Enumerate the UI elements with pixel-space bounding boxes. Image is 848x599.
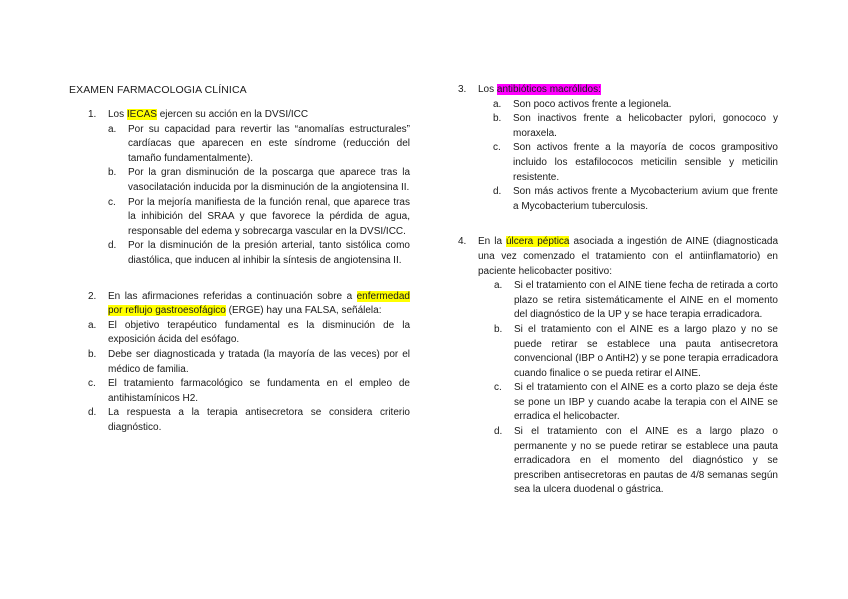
option-text: Son activos frente a la mayoría de cocos grampositivo incluido los estafilococos meticilin sensible y meticilin resistente. — [513, 142, 778, 183]
option-letter: a. — [493, 98, 502, 110]
question-1 — [88, 108, 410, 123]
question-text-pre: Los — [478, 84, 497, 95]
option-d — [493, 185, 778, 214]
option-text: Si el tratamiento con el AINE es a largo plazo y no se puede retirar se establece una pauta antisecretora convencional (IBP o AntiH2) y se pone terapia erradicadora cuando finalice o se pueda retirar el AINE. — [514, 323, 778, 379]
right-column — [458, 83, 778, 498]
option-letter: a. — [88, 319, 97, 331]
question-text-post: asociada a ingestión de AINE (diagnosticada una vez comenzado el tratamiento con el antiinflamatorio) en paciente helicobacter positivo: — [478, 236, 779, 277]
option-letter: a. — [108, 123, 117, 135]
question-3-options — [493, 98, 778, 215]
option-letter: b. — [108, 167, 117, 179]
question-3 — [458, 83, 778, 98]
option-d — [494, 425, 778, 498]
option-text: Por la disminución de la presión arterial, tanto sistólica como diastólica, que inducen al inhibir la síntesis de angiotensina II. — [128, 240, 410, 266]
question-number: 3. — [458, 84, 467, 95]
question-text-pre: Los — [108, 109, 127, 120]
option-letter: d. — [108, 240, 117, 252]
option-text: Por su capacidad para revertir las “anomalías estructurales” cardíacas que aparecen en este síndrome (reducción del tamaño fundamentalmente). — [128, 123, 410, 164]
highlighted-term: IECAS — [126, 109, 157, 120]
option-letter: d. — [88, 407, 97, 419]
option-letter: c. — [108, 196, 116, 208]
option-text: Por la mejoría manifiesta de la función renal, que aparece tras la inhibición del SRAA y que favorece la pérdida de agua, responsable del edema y sobrecarga vascular en la DVSI/ICC. — [128, 196, 410, 237]
question-text-post: (ERGE) hay una FALSA, señálela: — [225, 305, 382, 317]
option-a — [494, 279, 778, 323]
option-a — [88, 319, 410, 348]
option-text: Si el tratamiento con el AINE tiene fecha de retirada a corto plazo se retira sistemáticamente el AINE en el momento del diagnóstico de la UP y se hace terapia erradicadora. — [514, 280, 778, 321]
option-letter: c. — [493, 142, 501, 154]
option-text: Son inactivos frente a helicobacter pylori, gonococo y moraxela. — [513, 113, 778, 139]
exam-title: EXAMEN FARMACOLOGIA CLÍNICA — [69, 84, 247, 96]
option-letter: b. — [494, 323, 503, 335]
option-text: Son poco activos frente a legionela. — [513, 98, 672, 110]
option-letter: b. — [493, 113, 502, 125]
option-text: Por la gran disminución de la poscarga que aparece tras la vasocilatación inducida por la disminución de la angiotensina II. — [128, 167, 410, 193]
question-text-pre: En la — [478, 236, 506, 248]
highlighted-term: enfermedad por reflujo gastroesofágico — [108, 290, 410, 317]
option-text: El tratamiento farmacológico se fundamenta en el empleo de antihistamínicos H2. — [108, 378, 410, 404]
option-letter: a. — [494, 280, 503, 292]
option-b — [108, 166, 410, 195]
question-2-options — [88, 319, 410, 436]
option-text: Son más activos frente a Mycobacterium avium que frente a Mycobacterium tuberculosis. — [513, 186, 778, 212]
question-number: 1. — [88, 109, 97, 120]
option-text: Si el tratamiento con el AINE es a corto plazo se deja éste se pone un IBP y cuando acabe la terapia con el AINE se erradica el helicobacter. — [514, 382, 778, 423]
option-c — [88, 377, 410, 406]
option-c — [494, 381, 778, 425]
option-letter: b. — [88, 348, 97, 360]
option-d — [108, 239, 410, 268]
question-4 — [458, 235, 778, 279]
option-text: La respuesta a la terapia antisecretora se considera criterio diagnóstico. — [108, 407, 410, 433]
option-b — [88, 348, 410, 377]
question-4-options — [494, 279, 778, 498]
option-b — [494, 323, 778, 381]
option-text: Debe ser diagnosticada y tratada (la mayoría de las veces) por el médico de familia. — [108, 348, 410, 375]
option-a — [108, 123, 410, 167]
question-text-pre: En las afirmaciones referidas a continuación sobre a — [108, 290, 357, 302]
option-c — [493, 141, 778, 185]
question-number: 2. — [88, 290, 97, 302]
option-a — [493, 98, 778, 113]
option-c — [108, 196, 410, 240]
option-letter: c. — [494, 382, 502, 394]
option-d — [88, 406, 410, 435]
option-letter: d. — [494, 426, 503, 438]
question-text-post: ejercen su acción en la DVSI/ICC — [156, 109, 309, 120]
option-letter: d. — [493, 186, 502, 198]
question-number: 4. — [458, 236, 467, 248]
question-2 — [88, 290, 410, 319]
option-text: El objetivo terapéutico fundamental es la disminución de la exposición ácida del esófago. — [108, 319, 410, 346]
option-letter: c. — [88, 378, 96, 390]
highlighted-term: antibióticos macrólidos: — [496, 84, 601, 95]
option-text: Si el tratamiento con el AINE es a largo plazo o permanente y no se puede retirar se establece una pauta erradicadora en el momento del diagnóstico y se prescriben antisecretoras en pautas de 4/8 semanas según sea la ulcera duodenal o gástrica. — [514, 426, 778, 496]
left-column — [88, 108, 410, 435]
question-1-options — [108, 123, 410, 269]
highlighted-term: úlcera péptica — [506, 236, 570, 248]
option-b — [493, 112, 778, 141]
